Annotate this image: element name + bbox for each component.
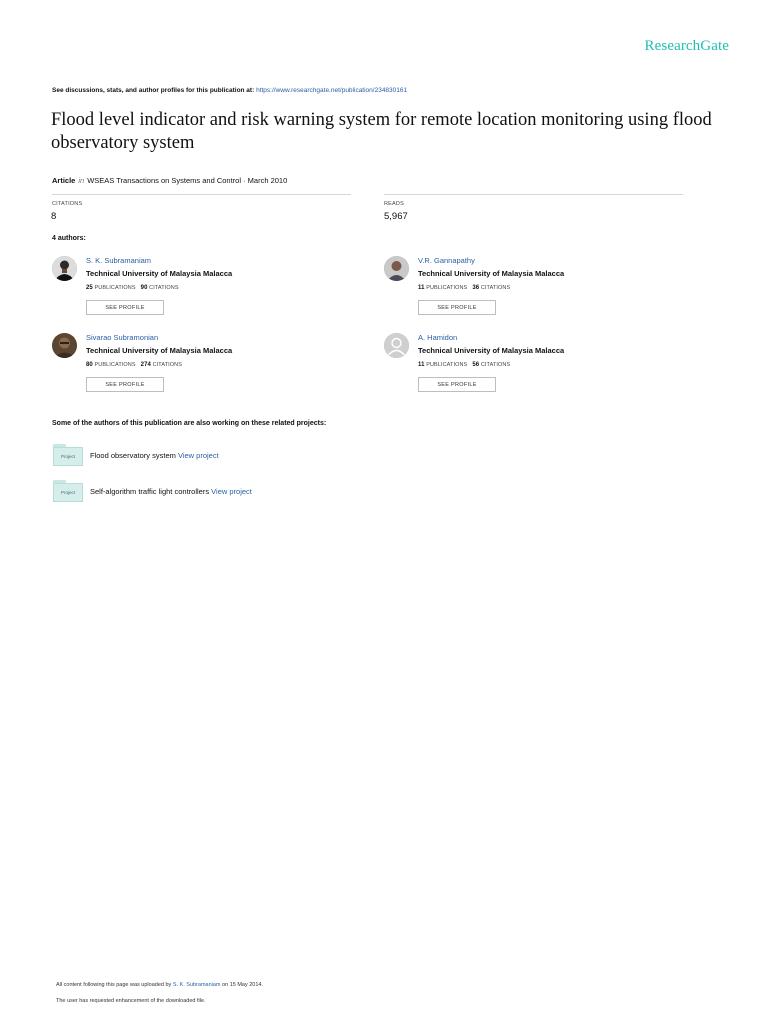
project-item: [52, 444, 452, 468]
citations-label: CITATIONS: [52, 201, 83, 207]
author-institution: Technical University of Malaysia Malacca: [86, 269, 233, 278]
project-folder-icon: Project: [53, 444, 83, 466]
upload-note: All content following this page was uploaded by S. K. Subramaniam on 15 May 2014.: [56, 982, 264, 988]
divider-right: [384, 194, 683, 195]
article-venue: WSEAS Transactions on Systems and Control · March 2010: [87, 176, 288, 185]
reads-label: READS: [384, 201, 404, 207]
author-avatar[interactable]: [384, 256, 409, 281]
enhancement-note: The user has requested enhancement of the downloaded file.: [56, 998, 206, 1004]
article-kind: Article: [52, 176, 76, 185]
article-meta: [52, 176, 287, 185]
author-avatar[interactable]: [52, 333, 77, 358]
placeholder-avatar-icon[interactable]: [384, 333, 409, 358]
author-card: [52, 333, 342, 403]
view-project-link[interactable]: View project: [177, 451, 219, 460]
author-name-link[interactable]: S. K. Subramaniam: [86, 256, 152, 265]
related-projects-label: Some of the authors of this publication are also working on these related projects:: [52, 420, 327, 427]
project-name: Flood observatory system: [90, 451, 176, 460]
view-project-link[interactable]: View project: [211, 487, 252, 496]
project-text: [90, 487, 252, 496]
author-name-link[interactable]: A. Hamidon: [418, 333, 458, 342]
author-card: [384, 256, 674, 326]
article-in: in: [78, 176, 85, 185]
researchgate-logo: ResearchGate: [644, 38, 729, 54]
page-title: Flood level indicator and risk warning system for remote location monitoring using flood observatory system: [51, 110, 712, 153]
author-stats: 80 PUBLICATIONS 274 CITATIONS: [86, 362, 183, 368]
project-text: [90, 451, 219, 460]
see-profile-button[interactable]: SEE PROFILE: [86, 300, 164, 315]
author-card: [384, 333, 674, 403]
author-stats: 11 PUBLICATIONS 36 CITATIONS: [418, 285, 511, 291]
author-avatar[interactable]: [52, 256, 77, 281]
author-name-link[interactable]: V.R. Gannapathy: [418, 256, 475, 265]
see-prefix: See discussions, stats, and author profiles for this publication at:: [52, 87, 255, 94]
see-profile-button[interactable]: SEE PROFILE: [418, 377, 496, 392]
discussion-line: [52, 87, 407, 94]
citations-value: 8: [51, 211, 57, 222]
project-folder-icon: Project: [53, 480, 83, 502]
author-institution: Technical University of Malaysia Malacca: [86, 346, 233, 355]
see-profile-button[interactable]: SEE PROFILE: [418, 300, 496, 315]
divider-left: [52, 194, 351, 195]
uploader-link[interactable]: S. K. Subramaniam: [172, 982, 221, 988]
see-profile-button[interactable]: SEE PROFILE: [86, 377, 164, 392]
author-card: [52, 256, 342, 326]
author-institution: Technical University of Malaysia Malacca: [418, 346, 565, 355]
project-name: Self-algorithm traffic light controllers: [90, 487, 210, 496]
author-institution: Technical University of Malaysia Malacca: [418, 269, 565, 278]
author-stats: 11 PUBLICATIONS 56 CITATIONS: [418, 362, 511, 368]
reads-value: 5,967: [384, 211, 408, 222]
authors-count-label: 4 authors:: [52, 235, 86, 242]
author-name-link[interactable]: Sivarao Subramonian: [86, 333, 159, 342]
project-item: [52, 480, 452, 504]
author-stats: 25 PUBLICATIONS 90 CITATIONS: [86, 285, 179, 291]
publication-url-link[interactable]: https://www.researchgate.net/publication/234830161: [256, 87, 408, 94]
